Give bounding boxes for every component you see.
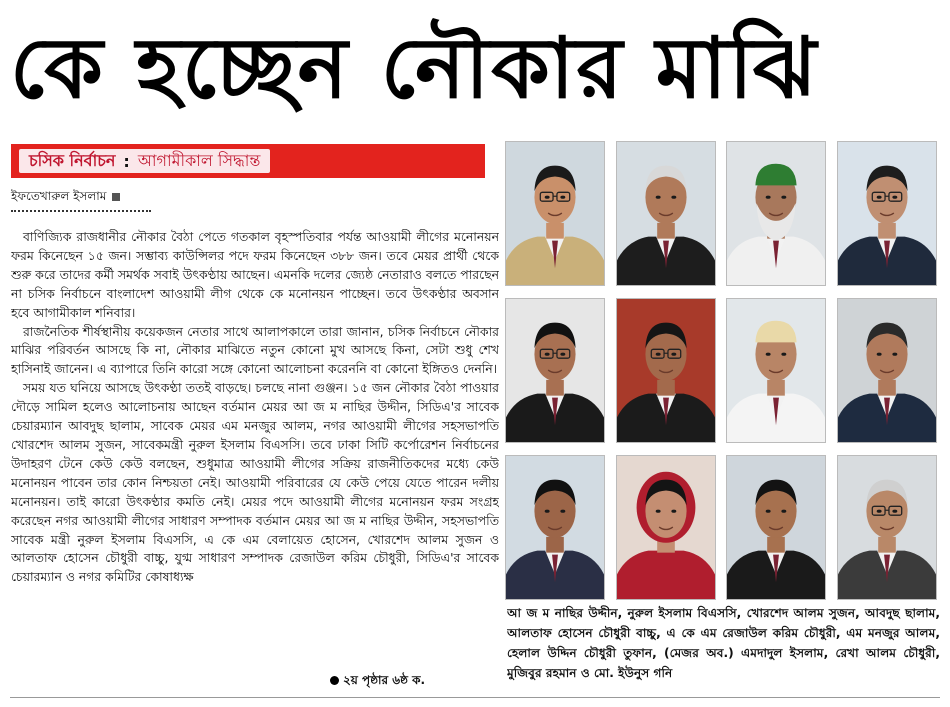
portrait-photo [505,141,605,286]
subhead-separator: : [123,151,130,171]
article-paragraph: সময় যত ঘনিয়ে আসছে উৎকণ্ঠা ততই বাড়ছে। চলছে নানা গুঞ্জন। ১৫ জন নৌকার বৈঠা পাওয়ার দৌড়ে সামিল হলেও আলোচনায় আছেন বর্তমান মেয়র আ জ ম নাছির উদ্দীন, সিডিএ'র সাবেক চেয়ারম্যান আবদুছ ছালাম, সাবেক মেয়র এম মনজুর আলম, নগর আওয়ামী লীগের সহসভাপতি খোরশেদ আলম সুজন, সাবেকমন্ত্রী নুরুল ইসলাম বিএসসি। তবে ঢাকা সিটি কর্পোরেশন নির্বাচনের উদাহরণ টেনে কেউ কেউ বলছেন, শুধুমাত্র আওয়ামী লীগের সক্রিয় রাজনীতিকদের মধ্যে কেউ মনোনয়ন পাবেন তার কোন নিশ্চয়তা নেই। আওয়ামী পরিবারের যে কেউ পেয়ে যেতে পারেন দলীয় মনোনয়ন। তাই কারো উৎকণ্ঠার কমতি নেই। মেয়র পদে আওয়ামী লীগের মনোনয়ন ফরম সংগ্রহ করেছেন নগর আওয়ামী লীগের সাধারণ সম্পাদক বর্তমান মেয়র আ জ ম নাছির উদ্দীন, সহসভাপতি সাবেক মন্ত্রী নুরুল ইসলাম বিএসসি, এ কে এম বেলায়েত হোসেন, খোরশেদ আলম সুজন ও আলতাফ হোসেন চৌধুরী বাচ্চু, যুগ্ম সাধারণ সম্পাদক রেজাউল করিম চৌধুরী, সিডিএ'র সাবেক চেয়ারম্যান ও নগর কমিটির কোষাধ্যক্ষ [11,380,499,585]
portrait-photo [837,298,937,443]
portrait-photo [726,141,826,286]
subhead-pill [19,149,270,173]
photo-grid [505,141,940,601]
bottom-divider [10,697,940,698]
continued-note [330,672,425,692]
article-paragraph: রাজনৈতিক শীর্ষস্থানীয় কয়েকজন নেতার সাথে আলাপকালে তারা জানান, চসিক নির্বাচনে নৌকার মাঝির পরিবর্তন আসছে কি না, নৌকার মাঝিতে নতুন কোনো মুখ আসছে কিনা, সেটা শুধু শেখ হাসিনাই জানেন। এ ব্যাপারে তিনি কারো সঙ্গে কোনো আলোচনা করেননি বা কোনো ইঙ্গিতও দেননি। [11,323,499,377]
portrait-photo [616,298,716,443]
subhead-bar [11,144,485,178]
photo-caption: আ জ ম নাছির উদ্দীন, নুরুল ইসলাম বিএসসি, খোরশেদ আলম সুজন, আবদুছ ছালাম, আলতাফ হোসেন চৌধুরী বাচ্চু, এ কে এম রেজাউল করিম চৌধুরী, এম মনজুর আলম, হেলাল উদ্দিন চৌধুরী তুফান, (মেজর অব.) এমদাদুল ইসলাম, রেখা আলম চৌধুরী, মুজিবুর রহমান ও মো. ইউনুস গনি [507,606,940,680]
portrait-photo [616,141,716,286]
byline-author: ইফতেখারুল ইসলাম [11,189,107,203]
portrait-photo [726,455,826,600]
byline-square-icon [112,193,120,201]
byline-divider [11,210,151,212]
article-paragraph: বাণিজ্যিক রাজধানীর নৌকার বৈঠা পেতে গতকাল বৃহস্পতিবার পর্যন্ত আওয়ামী লীগের মনোনয়ন ফরম কিনেছেন ১৫ জন। সম্ভাব্য কাউন্সিলর পদে ফরম কিনেছেন ৩৮৮ জন। তবে মেয়র প্রার্থী থেকে শুরু করে তাদের কর্মী সমর্থক সবাই উৎকণ্ঠায় আছেন। এমনকি দলের জ্যেষ্ঠ নেতারাও বলতে পারছেন না চসিক নির্বাচনে বাংলাদেশ আওয়ামী লীগ থেকে কে মনোনয়ন পাচ্ছেন। তবে উৎকণ্ঠার অবসান হবে আগামীকাল শনিবার। [11,229,499,320]
portrait-photo [616,455,716,600]
subhead-main: আগামীকাল সিদ্ধান্ত [137,150,261,170]
bullet-icon [330,676,339,685]
headline: কে হচ্ছেন নৌকার মাঝি [10,19,819,117]
portrait-photo [505,298,605,443]
portrait-photo [837,141,937,286]
continued-text: ২য় পৃষ্ঠার ৬ষ্ঠ ক. [343,673,426,687]
subhead-prefix: চসিক নির্বাচন [29,150,116,170]
article-body [11,228,499,694]
portrait-photo [837,455,937,600]
portrait-photo [726,298,826,443]
portrait-photo [505,455,605,600]
byline [11,188,120,208]
